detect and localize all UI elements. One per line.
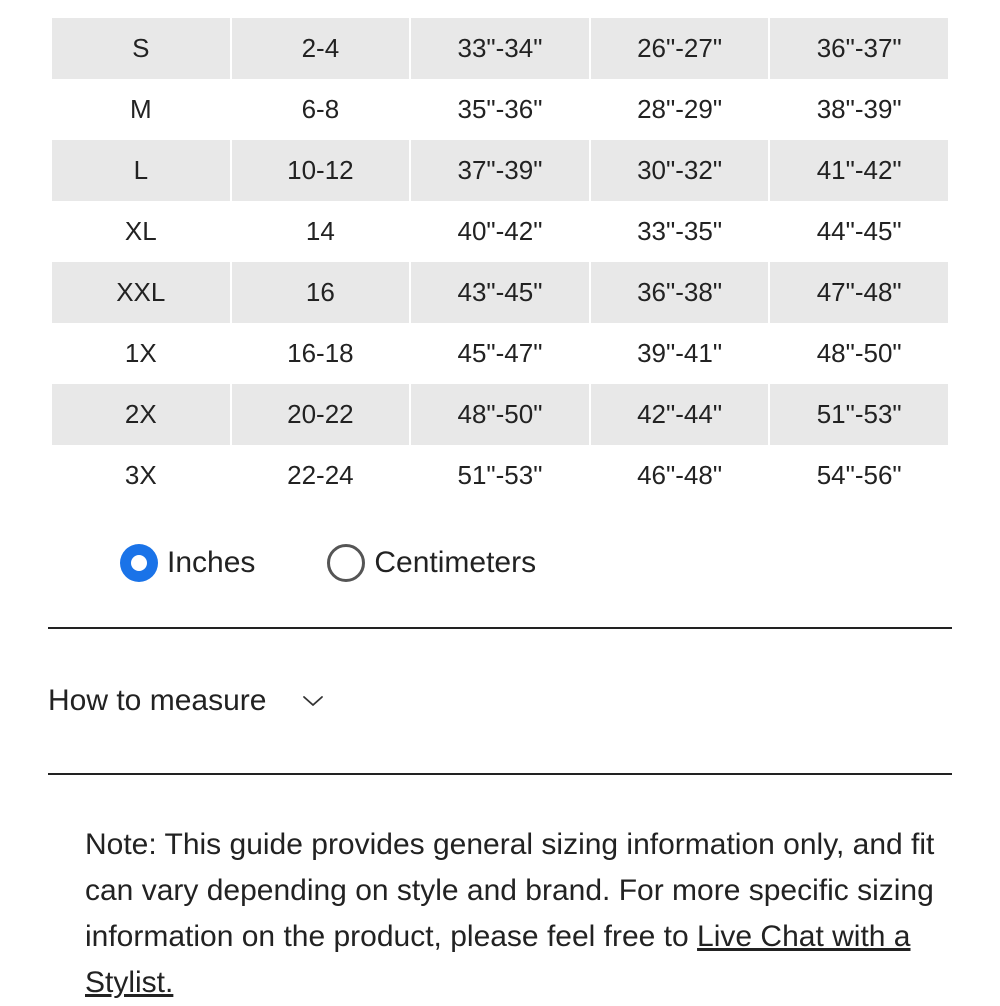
table-row	[52, 140, 948, 201]
table-cell: 6-8	[301, 94, 340, 124]
inches-radio[interactable]	[120, 544, 158, 582]
table-cell: XXL	[52, 262, 230, 323]
table-cell: S	[52, 18, 230, 79]
table-cell: 1X	[124, 338, 157, 368]
centimeters-option[interactable]	[327, 544, 536, 582]
table-cell: 2-4	[232, 18, 410, 79]
table-cell: XL	[124, 216, 157, 246]
sizing-note	[85, 822, 955, 1006]
table-cell: 48"-50"	[816, 338, 902, 368]
table-cell: 39"-41"	[637, 338, 723, 368]
table-cell: 16-18	[287, 338, 354, 368]
table-cell: 30"-32"	[591, 140, 769, 201]
how-to-measure-label: How to measure	[48, 684, 267, 717]
divider	[48, 773, 952, 775]
how-to-measure-toggle[interactable]	[48, 676, 324, 726]
table-cell: 47"-48"	[770, 262, 948, 323]
centimeters-label: Centimeters	[374, 546, 537, 579]
table-cell: 38"-39"	[816, 94, 902, 124]
unit-selector	[120, 540, 536, 586]
table-row	[52, 262, 948, 323]
inches-option[interactable]	[120, 544, 255, 582]
size-chart-table	[50, 18, 950, 506]
table-cell: 46"-48"	[637, 460, 723, 490]
table-cell: 41"-42"	[770, 140, 948, 201]
table-cell: 20-22	[232, 384, 410, 445]
table-cell: 16	[232, 262, 410, 323]
table-cell: 35"-36"	[457, 94, 543, 124]
table-cell: M	[129, 94, 152, 124]
table-cell: 45"-47"	[457, 338, 543, 368]
table-cell: 3X	[124, 460, 157, 490]
centimeters-radio[interactable]	[327, 544, 365, 582]
table-cell: 22-24	[287, 460, 354, 490]
table-cell: 43"-45"	[411, 262, 589, 323]
table-row	[52, 384, 948, 445]
table-cell: 44"-45"	[816, 216, 902, 246]
table-cell: 51"-53"	[770, 384, 948, 445]
divider	[48, 627, 952, 629]
table-row	[52, 79, 948, 140]
note-prefix: Note:	[85, 828, 157, 861]
table-cell: 26"-27"	[591, 18, 769, 79]
table-cell: 54"-56"	[816, 460, 902, 490]
table-cell: 37"-39"	[411, 140, 589, 201]
table-cell: L	[52, 140, 230, 201]
radio-dot	[131, 555, 147, 571]
table-cell: 28"-29"	[637, 94, 723, 124]
live-chat-link[interactable]: Live Chat with a Stylist.	[85, 920, 911, 999]
table-cell: 33"-34"	[411, 18, 589, 79]
table-row	[52, 201, 948, 262]
table-cell: 10-12	[232, 140, 410, 201]
table-row	[52, 323, 948, 384]
chevron-down-icon[interactable]	[302, 694, 324, 708]
table-cell: 33"-35"	[637, 216, 723, 246]
table-cell: 48"-50"	[411, 384, 589, 445]
table-cell: 36"-37"	[770, 18, 948, 79]
table-row	[52, 445, 948, 506]
table-cell: 14	[305, 216, 335, 246]
table-row	[52, 18, 948, 79]
table-cell: 42"-44"	[591, 384, 769, 445]
inches-label: Inches	[167, 546, 256, 579]
note-text: This guide provides general sizing information only, and fit can vary depending on style and brand. For more specific sizing information on the product, please feel free to	[85, 828, 935, 953]
table-cell: 36"-38"	[591, 262, 769, 323]
table-cell: 2X	[52, 384, 230, 445]
table-cell: 40"-42"	[457, 216, 543, 246]
table-cell: 51"-53"	[457, 460, 543, 490]
